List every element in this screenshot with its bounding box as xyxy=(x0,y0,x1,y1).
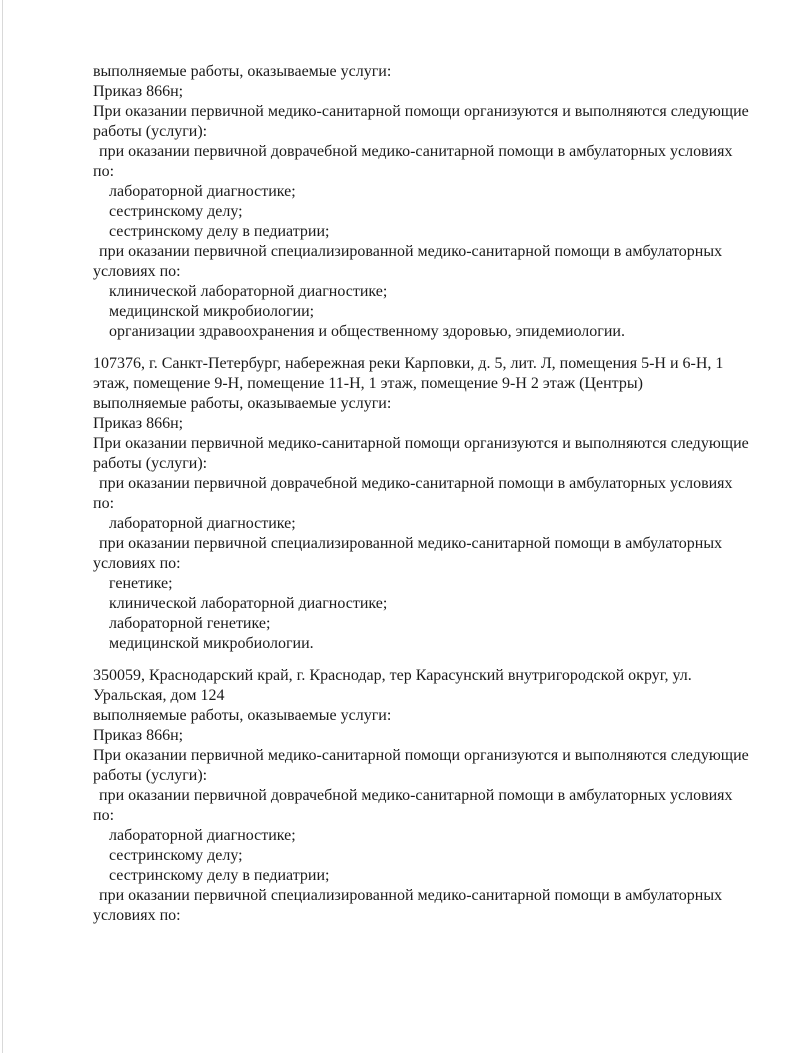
text-line: лабораторной генетике; xyxy=(109,615,271,632)
text-line: этаж, помещение 9-Н, помещение 11-Н, 1 этаж, помещение 9-Н 2 этаж (Центры) xyxy=(93,375,643,392)
page-left-edge-line xyxy=(2,0,3,1053)
license-works-text xyxy=(93,62,753,926)
text-line: выполняемые работы, оказываемые услуги: xyxy=(93,63,392,80)
text-line: лабораторной диагностике; xyxy=(109,827,296,844)
text-line: при оказании первичной доврачебной медико-санитарной помощи в амбулаторных условиях xyxy=(99,787,733,804)
text-line: при оказании первичной доврачебной медико-санитарной помощи в амбулаторных условиях xyxy=(99,143,733,160)
text-line: по: xyxy=(93,163,115,180)
text-line: сестринскому делу; xyxy=(109,203,243,220)
text-line: При оказании первичной медико-санитарной помощи организуются и выполняются следующие xyxy=(93,435,749,452)
text-line: по: xyxy=(93,807,115,824)
text-line: выполняемые работы, оказываемые услуги: xyxy=(93,395,392,412)
text-line: при оказании первичной специализированной медико-санитарной помощи в амбулаторных xyxy=(99,243,723,260)
text-line: работы (услуги): xyxy=(93,123,208,140)
text-line: условиях по: xyxy=(93,263,181,280)
text-line: клинической лабораторной диагностике; xyxy=(109,283,388,300)
license-works-section-spb xyxy=(93,354,753,654)
text-line: при оказании первичной специализированной медико-санитарной помощи в амбулаторных xyxy=(99,535,723,552)
text-line: медицинской микробиологии; xyxy=(109,303,315,320)
text-line: Уральская, дом 124 xyxy=(93,687,225,704)
text-line: При оказании первичной медико-санитарной помощи организуются и выполняются следующие xyxy=(93,747,749,764)
text-line: лабораторной диагностике; xyxy=(109,515,296,532)
text-line: при оказании первичной доврачебной медико-санитарной помощи в амбулаторных условиях xyxy=(99,475,733,492)
license-works-section-krasnodar xyxy=(93,666,753,926)
text-line: работы (услуги): xyxy=(93,455,208,472)
text-line: выполняемые работы, оказываемые услуги: xyxy=(93,707,392,724)
text-line: Приказ 866н; xyxy=(93,727,184,744)
text-line: лабораторной диагностике; xyxy=(109,183,296,200)
text-line: при оказании первичной специализированной медико-санитарной помощи в амбулаторных xyxy=(99,887,723,904)
text-line: При оказании первичной медико-санитарной помощи организуются и выполняются следующие xyxy=(93,103,749,120)
text-line: Приказ 866н; xyxy=(93,415,184,432)
text-line: медицинской микробиологии. xyxy=(109,635,314,652)
text-line: сестринскому делу в педиатрии; xyxy=(109,223,330,240)
text-line: сестринскому делу; xyxy=(109,847,243,864)
text-line: Приказ 866н; xyxy=(93,83,184,100)
text-line: работы (услуги): xyxy=(93,767,208,784)
license-works-section-1 xyxy=(93,62,753,342)
text-line: 107376, г. Санкт-Петербург, набережная реки Карповки, д. 5, лит. Л, помещения 5-Н и 6-Н, 1 xyxy=(93,355,724,372)
text-line: условиях по: xyxy=(93,907,181,924)
text-line: 350059, Краснодарский край, г. Краснодар, тер Карасунский внутригородской округ, ул. xyxy=(93,667,692,684)
text-line: условиях по: xyxy=(93,555,181,572)
text-line: организации здравоохранения и общественному здоровью, эпидемиологии. xyxy=(109,323,625,340)
text-line: по: xyxy=(93,495,115,512)
text-line: сестринскому делу в педиатрии; xyxy=(109,867,330,884)
text-line: клинической лабораторной диагностике; xyxy=(109,595,388,612)
text-line: генетике; xyxy=(109,575,173,592)
